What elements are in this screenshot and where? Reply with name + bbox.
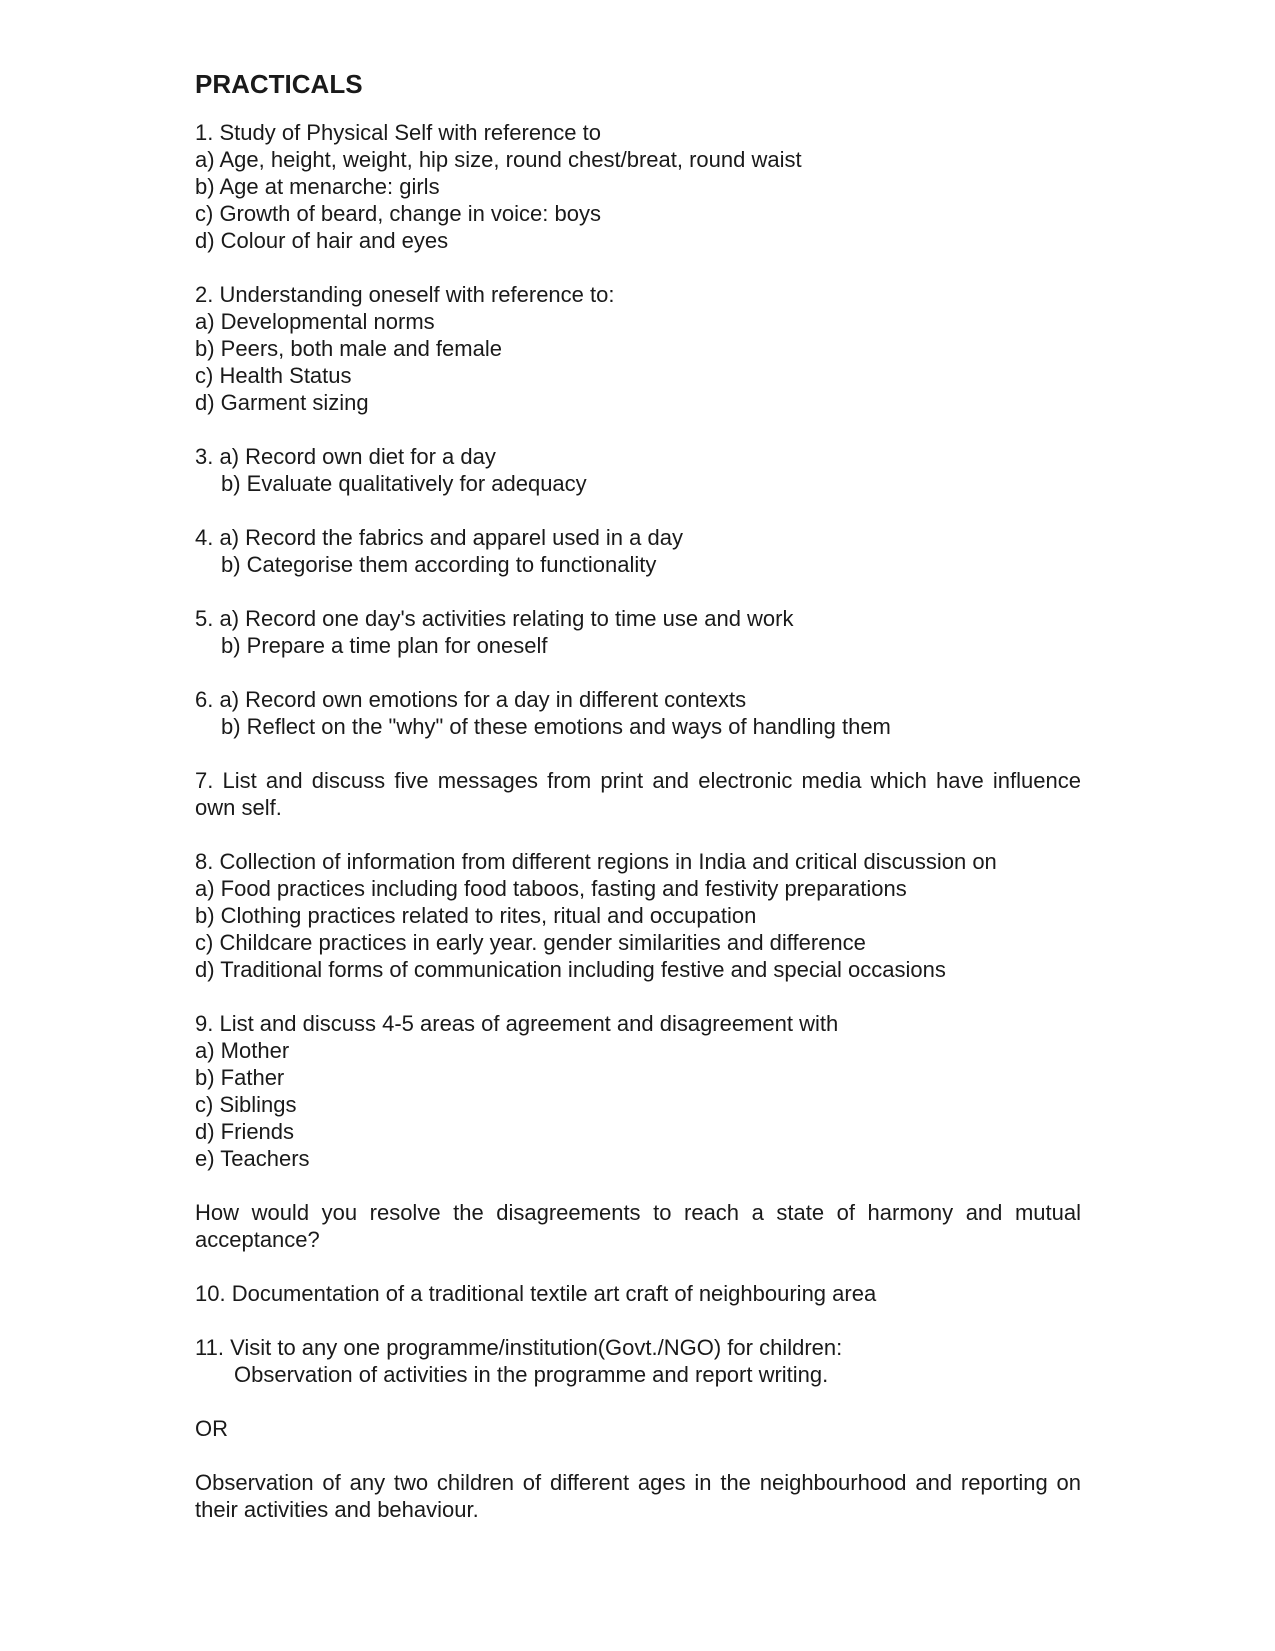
practical-5 bbox=[195, 605, 1081, 659]
practical-3-heading: 3. a) Record own diet for a day bbox=[195, 444, 496, 469]
practical-9-question-block bbox=[195, 1199, 1081, 1253]
list-item: c) Siblings bbox=[195, 1092, 297, 1117]
list-item: b) Clothing practices related to rites, ritual and occupation bbox=[195, 903, 757, 928]
list-item: a) Age, height, weight, hip size, round chest/breat, round waist bbox=[195, 147, 802, 172]
practical-11 bbox=[195, 1334, 1081, 1388]
list-item: a) Food practices including food taboos, fasting and festivity preparations bbox=[195, 876, 907, 901]
practical-7 bbox=[195, 767, 1081, 821]
practical-9 bbox=[195, 1010, 1081, 1172]
practical-11-sub: Observation of activities in the programme and report writing. bbox=[234, 1362, 829, 1387]
page-title: PRACTICALS bbox=[195, 69, 363, 99]
list-item: c) Childcare practices in early year. gender similarities and difference bbox=[195, 930, 866, 955]
document-page bbox=[195, 66, 1081, 1523]
list-item: d) Traditional forms of communication including festive and special occasions bbox=[195, 957, 946, 982]
list-item: d) Friends bbox=[195, 1119, 295, 1144]
list-item: b) Peers, both male and female bbox=[195, 336, 502, 361]
practical-2 bbox=[195, 281, 1081, 416]
list-item: c) Health Status bbox=[195, 363, 352, 388]
practical-10 bbox=[195, 1280, 1081, 1307]
practical-3 bbox=[195, 443, 1081, 497]
practical-2-heading: 2. Understanding oneself with reference to: bbox=[195, 282, 615, 307]
practical-6-sub: b) Reflect on the "why" of these emotions and ways of handling them bbox=[221, 714, 891, 739]
practical-9-heading: 9. List and discuss 4-5 areas of agreement and disagreement with bbox=[195, 1011, 839, 1036]
practical-5-sub: b) Prepare a time plan for oneself bbox=[221, 633, 548, 658]
practical-11-alternative: Observation of any two children of different ages in the neighbourhood and reporting on their activities and behaviour. bbox=[195, 1470, 1081, 1522]
list-item: c) Growth of beard, change in voice: boys bbox=[195, 201, 601, 226]
practical-11-heading: 11. Visit to any one programme/institution(Govt./NGO) for children: bbox=[195, 1335, 843, 1360]
practical-8 bbox=[195, 848, 1081, 983]
list-item: b) Father bbox=[195, 1065, 285, 1090]
list-item: a) Mother bbox=[195, 1038, 290, 1063]
list-item: d) Garment sizing bbox=[195, 390, 369, 415]
practical-6 bbox=[195, 686, 1081, 740]
practical-4 bbox=[195, 524, 1081, 578]
list-item: e) Teachers bbox=[195, 1146, 310, 1171]
or-separator: OR bbox=[195, 1416, 228, 1441]
practical-1 bbox=[195, 119, 1081, 254]
practical-9-question: How would you resolve the disagreements to reach a state of harmony and mutual acceptance? bbox=[195, 1200, 1081, 1252]
practical-4-heading: 4. a) Record the fabrics and apparel used in a day bbox=[195, 525, 683, 550]
or-block bbox=[195, 1415, 1081, 1442]
list-item: a) Developmental norms bbox=[195, 309, 435, 334]
practical-10-text: 10. Documentation of a traditional textile art craft of neighbouring area bbox=[195, 1281, 877, 1306]
practical-1-heading: 1. Study of Physical Self with reference to bbox=[195, 120, 601, 145]
practical-8-heading: 8. Collection of information from different regions in India and critical discussion on bbox=[195, 849, 997, 874]
list-item: d) Colour of hair and eyes bbox=[195, 228, 449, 253]
practical-4-sub: b) Categorise them according to functionality bbox=[221, 552, 657, 577]
list-item: b) Age at menarche: girls bbox=[195, 174, 440, 199]
practical-6-heading: 6. a) Record own emotions for a day in different contexts bbox=[195, 687, 747, 712]
practical-11-alternative-block bbox=[195, 1469, 1081, 1523]
practical-7-text: 7. List and discuss five messages from print and electronic media which have influence own self. bbox=[195, 768, 1081, 820]
practical-3-sub: b) Evaluate qualitatively for adequacy bbox=[221, 471, 587, 496]
practical-5-heading: 5. a) Record one day's activities relating to time use and work bbox=[195, 606, 794, 631]
